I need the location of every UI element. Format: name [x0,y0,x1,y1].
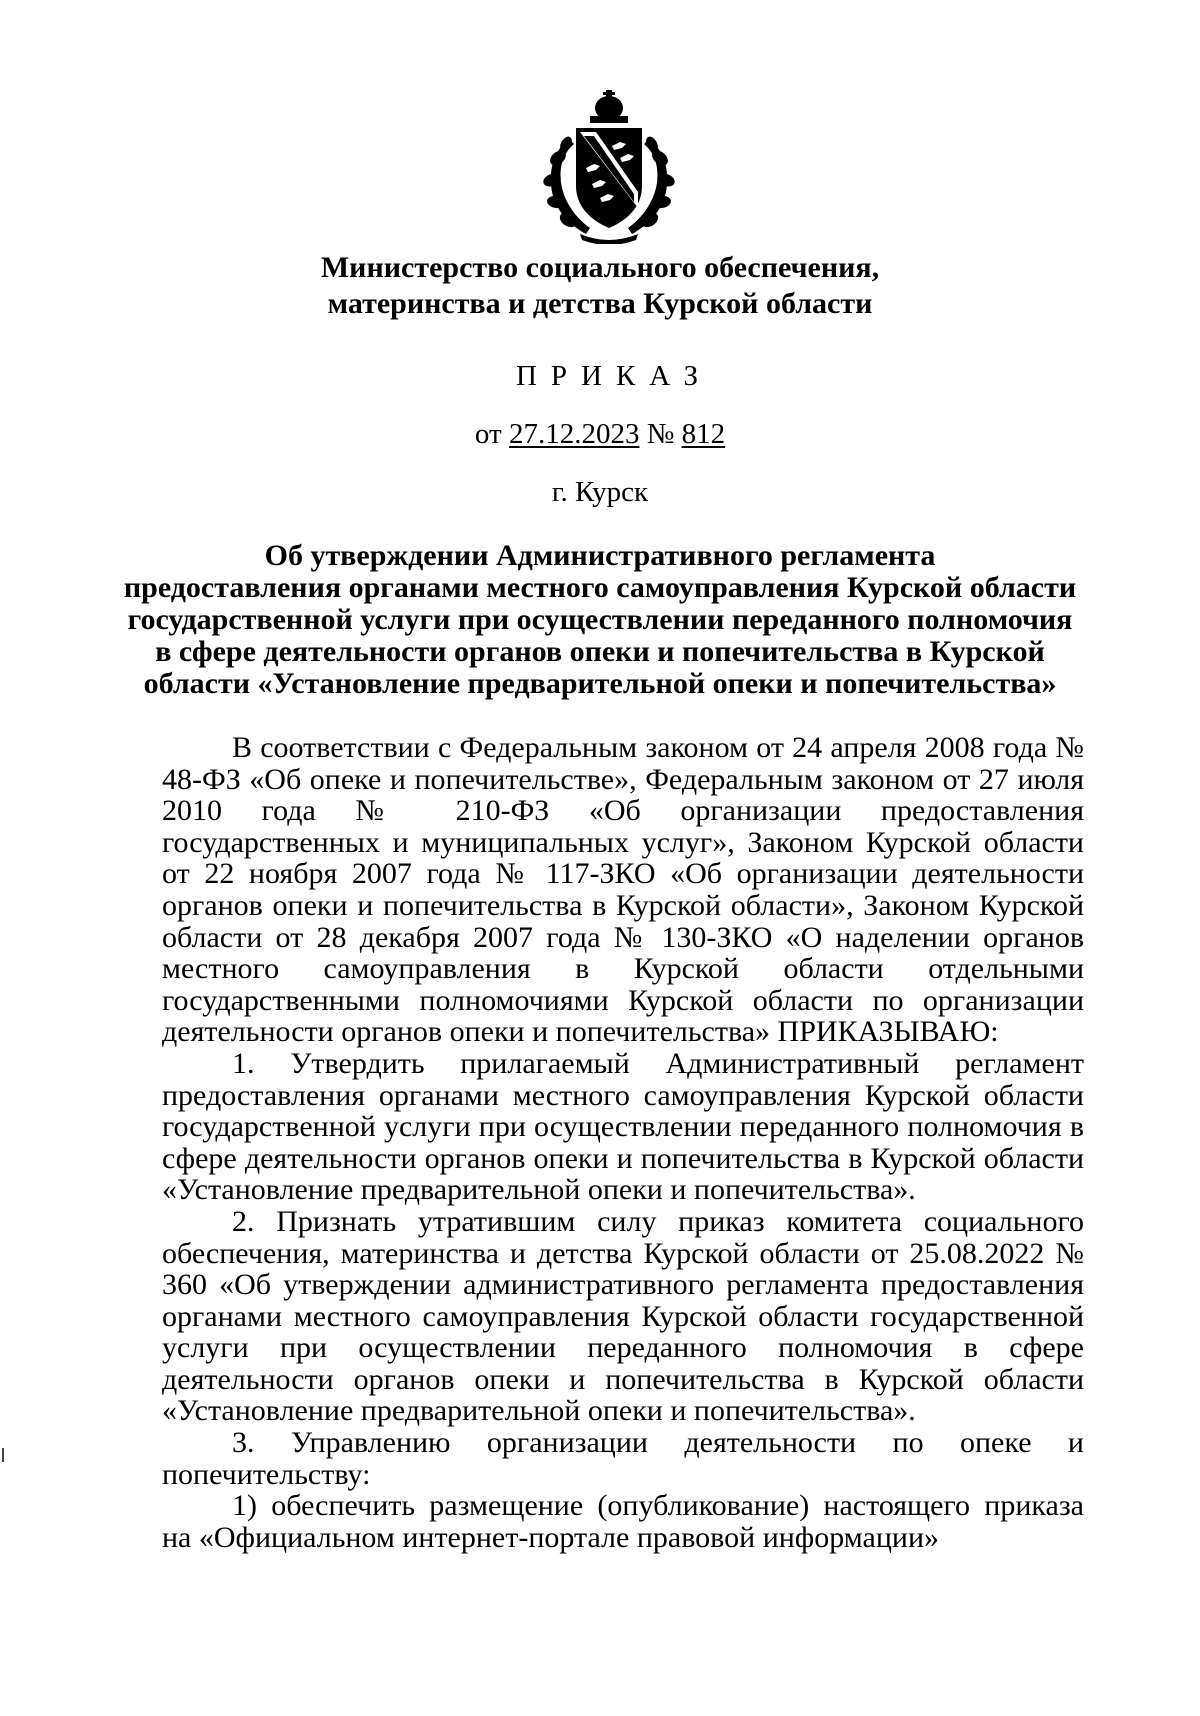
date-number-line [0,418,1200,451]
title-line4: в сфере деятельности органов опеки и попечительства в Курской [155,635,1045,668]
item-3-paragraph: 3. Управлению организации деятельности по опеке и попечительству: [162,1426,1084,1491]
preamble-paragraph: В соответствии с Федеральным законом от 24 апреля 2008 года № 48-ФЗ «Об опеке и попечительстве», Федеральным законом от 27 июля 2010 года № 210-ФЗ «Об организации предоставления государственных и муниципальных услуг», Законом Курской области от 22 ноября 2007 года № 117-ЗКО «Об организации деятельности органов опеки и попечительства в Курской области», Законом Курской области от 28 декабря 2007 года № 130-ЗКО «О наделении органов местного самоуправления в Курской области отдельными государственными полномочиями Курской области по организации деятельности органов опеки и попечительства» ПРИКАЗЫВАЮ: [162,731,1084,1049]
scan-edge-mark [2,1448,4,1462]
item-3-1-paragraph: 1) обеспечить размещение (опубликование) настоящего приказа на «Официальном интернет-портале правовой информации» [162,1489,1084,1554]
document-type: ПРИКАЗ [515,360,713,392]
number-prefix: № [646,418,675,450]
item-1-paragraph: 1. Утвердить прилагаемый Административный регламент предоставления органами местного самоуправления Курской области государственной услуги при осуществлении переданного полномочия в сфере деятельности органов опеки и попечительства в Курской области «Установление предварительной опеки и попечительства». [162,1046,1084,1207]
document-number: 812 [681,418,726,450]
title-line2: предоставления органами местного самоуправления Курской области [123,571,1077,604]
ministry-name-line2: материнства и детства Курской области [327,287,873,320]
title-line5: области «Установление предварительной опеки и попечительства» [143,667,1057,700]
order-body [162,732,1084,1553]
coat-of-arms-emblem [540,88,678,244]
title-line1: Об утверждении Административного регламента [264,539,936,572]
title-line3: государственной услуги при осуществлении переданного полномочия [127,603,1073,636]
city-line: г. Курск [551,476,649,508]
item-2-paragraph: 2. Признать утратившим силу приказ комитета социального обеспечения, материнства и детства Курской области от 25.08.2022 № 360 «Об утверждении административного регламента предоставления органами местного самоуправления Курской области государственной услуги при осуществлении переданного полномочия в сфере деятельности органов опеки и попечительства в Курской области «Установление предварительной опеки и попечительства». [162,1204,1084,1428]
ministry-name-line1: Министерство социального обеспечения, [320,251,880,284]
date-prefix: от [474,418,502,450]
document-date: 27.12.2023 [508,418,640,450]
